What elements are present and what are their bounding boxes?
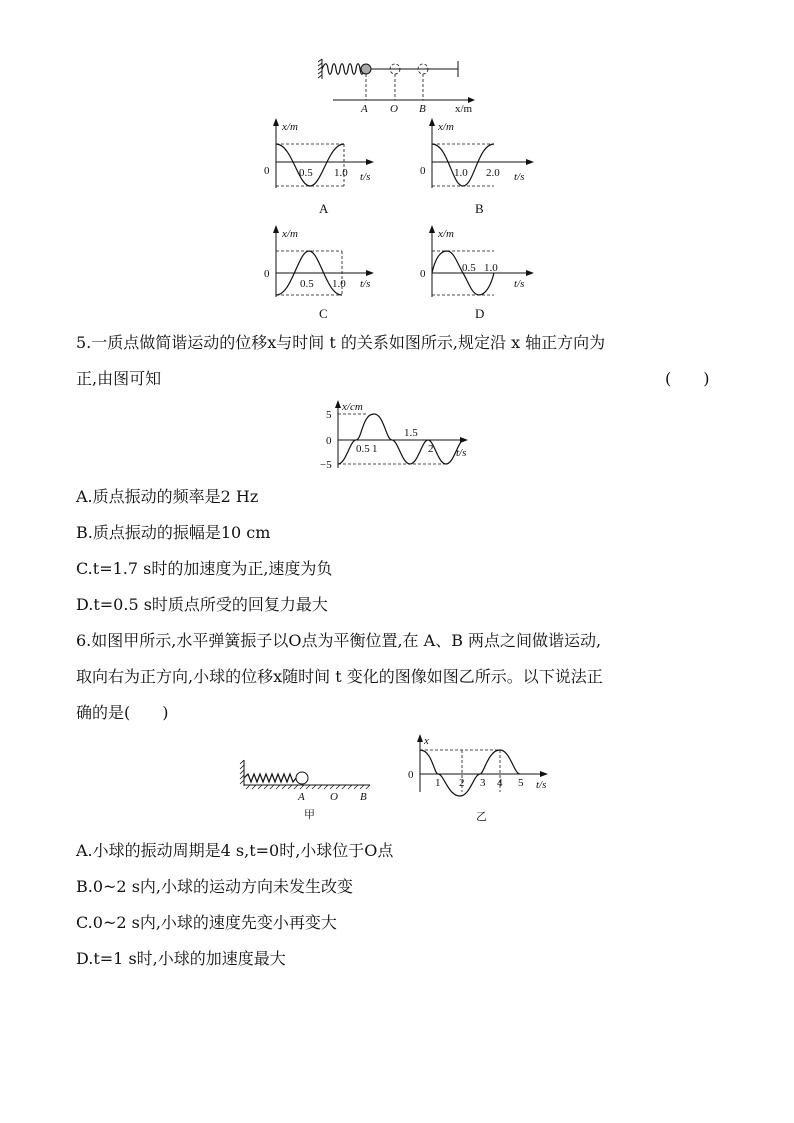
- option-graph-b: [418, 118, 548, 218]
- svg-text:x/m: x/m: [282, 121, 298, 133]
- svg-text:B: B: [360, 791, 367, 803]
- svg-text:4: 4: [497, 777, 503, 789]
- q6-option-c: C.0~2 s内,小球的速度先变小再变大: [76, 913, 337, 932]
- svg-text:0: 0: [264, 268, 270, 280]
- option-graph-d: [418, 225, 548, 325]
- ball-icon: [296, 772, 308, 784]
- svg-text:0: 0: [420, 268, 426, 280]
- option-label-d: D: [475, 306, 485, 321]
- svg-text:x/m: x/m: [282, 228, 298, 240]
- q5-answer-paren: ( ): [665, 369, 710, 388]
- svg-text:x/m: x/m: [438, 121, 454, 133]
- q6-stem-line3: 确的是( ): [76, 703, 169, 722]
- svg-text:0.5: 0.5: [356, 443, 370, 455]
- tick-O: O: [390, 103, 398, 115]
- spring-icon: [244, 774, 296, 782]
- q6-figure-jia: [236, 758, 376, 820]
- svg-text:0: 0: [326, 435, 332, 447]
- q5-option-d: D.t=0.5 s时质点所受的回复力最大: [76, 595, 328, 614]
- svg-text:5: 5: [518, 777, 524, 789]
- caption-jia: 甲: [304, 809, 315, 821]
- top-spring-figure: [318, 54, 488, 114]
- svg-text:O: O: [330, 791, 338, 803]
- caption-yi: 乙: [476, 811, 487, 823]
- option-label-c: C: [319, 306, 328, 321]
- tick-A: A: [361, 103, 368, 115]
- svg-text:2: 2: [428, 443, 434, 455]
- svg-text:1: 1: [372, 443, 378, 455]
- q5-option-a: A.质点振动的频率是2 Hz: [76, 487, 259, 506]
- q5-stem-line2: 正,由图可知: [76, 369, 162, 388]
- svg-text:x/cm: x/cm: [342, 401, 363, 413]
- svg-text:x: x: [424, 735, 429, 747]
- svg-text:1: 1: [435, 777, 441, 789]
- svg-text:0.5: 0.5: [300, 278, 314, 290]
- svg-text:1.0: 1.0: [454, 167, 468, 179]
- svg-text:−5: −5: [320, 459, 332, 471]
- svg-text:3: 3: [480, 777, 486, 789]
- q5-option-b: B.质点振动的振幅是10 cm: [76, 523, 271, 542]
- tick-B: B: [419, 103, 426, 115]
- q6-option-d: D.t=1 s时,小球的加速度最大: [76, 949, 286, 968]
- svg-text:0.5: 0.5: [462, 262, 476, 274]
- svg-text:0.5: 0.5: [299, 167, 313, 179]
- q6-option-a: A.小球的振动周期是4 s,t=0时,小球位于O点: [76, 841, 394, 860]
- svg-text:t/s: t/s: [360, 171, 371, 183]
- svg-text:1.5: 1.5: [404, 427, 418, 439]
- axis-label: x/m: [455, 103, 473, 115]
- option-label-b: B: [475, 201, 484, 216]
- svg-text:t/s: t/s: [360, 278, 371, 290]
- q5-option-c: C.t=1.7 s时的加速度为正,速度为负: [76, 559, 333, 578]
- option-graph-a: [262, 118, 382, 218]
- svg-text:5: 5: [326, 409, 332, 421]
- q5-graph: [318, 400, 478, 472]
- svg-text:2: 2: [459, 777, 465, 789]
- q6-figure-yi: [404, 732, 564, 824]
- q6-option-b: B.0~2 s内,小球的运动方向未发生改变: [76, 877, 353, 896]
- svg-text:t/s: t/s: [456, 447, 467, 459]
- q6-stem-line1: 6.如图甲所示,水平弹簧振子以O点为平衡位置,在 A、B 两点之间做谐运动,: [76, 631, 602, 650]
- q6-stem-line2: 取向右为正方向,小球的位移x随时间 t 变化的图像如图乙所示。以下说法正: [76, 667, 603, 686]
- option-label-a: A: [319, 201, 329, 216]
- q5-stem-line1: 5.一质点做简谐运动的位移x与时间 t 的关系如图所示,规定沿 x 轴正方向为: [76, 333, 606, 352]
- svg-text:t/s: t/s: [514, 171, 525, 183]
- svg-text:x/m: x/m: [438, 228, 454, 240]
- svg-text:1.0: 1.0: [484, 262, 498, 274]
- svg-text:1.0: 1.0: [334, 167, 348, 179]
- svg-text:t/s: t/s: [514, 278, 525, 290]
- svg-text:0: 0: [408, 769, 414, 781]
- svg-text:2.0: 2.0: [486, 167, 500, 179]
- svg-text:A: A: [298, 791, 305, 803]
- svg-text:0: 0: [420, 165, 426, 177]
- svg-text:0: 0: [264, 165, 270, 177]
- spring-icon: [322, 64, 364, 75]
- ball-icon: [361, 64, 371, 74]
- svg-text:1.0: 1.0: [332, 278, 346, 290]
- svg-text:t/s: t/s: [536, 779, 547, 791]
- option-graph-c: [262, 225, 382, 325]
